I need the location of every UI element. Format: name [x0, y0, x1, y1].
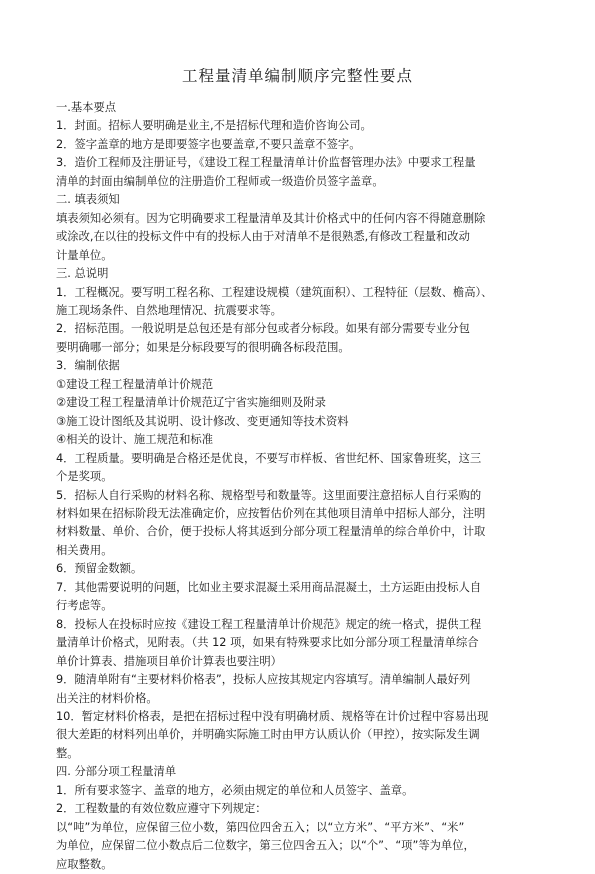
text-line: 量清单计价格式，见附表。（共 12 项，如果有特殊要求比如分部分项工程量清单综合 [56, 636, 479, 650]
text-line: 应取整数。 [56, 857, 113, 871]
text-line: 一.基本要点 [56, 101, 117, 114]
text-line: 1．所有要求签字、盖章的地方，必须由规定的单位和人员签字、盖章。 [56, 783, 414, 797]
text-line: 6．预留金数额。 [56, 562, 143, 576]
text-line: ②建设工程工程量清单计价规范辽宁省实施细则及附录 [56, 396, 326, 410]
text-line: 9．随清单附有“主要材料价格表”，投标人应按其规定内容填写。清单编制人最好列 [56, 673, 471, 687]
text-line: 2．签字盖章的地方是即要签字也要盖章,不要只盖章不签字。 [56, 137, 361, 151]
text-line: 5．招标人自行采购的材料名称、规格型号和数量等。这里面要注意招标人自行采购的 [56, 488, 482, 502]
text-line: 要明确哪一部分；如果是分标段要写的很明确各标段范围。 [56, 340, 350, 354]
text-line: 整。 [56, 746, 79, 760]
text-line: 材料如果在招标阶段无法准确定价，应按暂估价列在其他项目清单中招标人部分，注明 [56, 506, 486, 520]
text-line: 清单的封面由编制单位的注册造价工程师或一级造价员签字盖章。 [56, 174, 384, 188]
text-line: 2．招标范围。一般说明是总包还是有部分包或者分标段。如果有部分需要专业分包 [56, 322, 470, 336]
text-line: 为单位，应保留二位小数点后二位数字，第三位四舍五入；以“个”、“项”等为单位， [56, 839, 475, 853]
text-line: ③施工设计图纸及其说明、设计修改、变更通知等技术资料 [56, 414, 349, 428]
text-line: 或涂改,在以往的投标文件中有的投标人由于对清单不是很熟悉,有修改工程量和改动 [56, 230, 470, 244]
text-line: 行考虑等。 [56, 599, 113, 613]
text-line: ④相关的设计、施工规范和标准 [56, 433, 213, 447]
text-line: 施工现场条件、自然地理情况、抗震要求等。 [56, 303, 282, 317]
text-line: 二. 填表须知 [56, 193, 120, 207]
text-line: 相关费用。 [56, 543, 113, 557]
text-line: 单价计算表、措施项目单价计算表也要注明） [56, 654, 282, 668]
document-body [56, 99, 540, 874]
text-line: 出关注的材料价格。 [56, 691, 158, 705]
text-line: 2．工程数量的有效位数应遵守下列规定： [56, 802, 267, 816]
text-line: 4．工程质量。要明确是合格还是优良，不要写市样板、省世纪杯、国家鲁班奖，这三 [56, 451, 482, 465]
text-line: 个是奖项。 [56, 470, 113, 484]
text-line: 三. 总说明 [56, 267, 109, 281]
text-line: 3．编制依据 [56, 359, 120, 373]
text-line: 计量单位。 [56, 248, 113, 262]
text-line: 3．造价工程师及注册证号，《建设工程工程量清单计价监督管理办法》中要求工程量 [56, 156, 476, 170]
text-line: 材料数量、单价、合价，便于投标人将其返到分部分项工程量清单的综合单价中，计取 [56, 525, 486, 539]
text-line: 8．投标人在投标时应按《建设工程工程量清单计价规范》规定的统一格式，提供工程 [56, 617, 482, 631]
text-line: 1．工程概况。要写明工程名称、工程建设规模（建筑面积）、工程特征（层数、檐高）、 [56, 285, 493, 299]
page-title: 工程量清单编制顺序完整性要点 [181, 67, 413, 85]
text-line: 7．其他需要说明的问题，比如业主要求混凝土采用商品混凝土，土方运距由投标人自 [56, 580, 482, 594]
text-line: 1．封面。招标人要明确是业主,不是招标代理和造价咨询公司。 [56, 119, 372, 133]
text-line: ①建设工程工程量清单计价规范 [56, 377, 213, 391]
text-line: 很大差距的材料列出单价，并明确实际施工时由甲方认质认价（甲控），按实际发生调 [56, 728, 480, 742]
text-line: 以“吨”为单位，应保留三位小数，第四位四舍五入；以“立方米”、“平方米”、“米” [56, 820, 465, 834]
text-line: 四. 分部分项工程量清单 [56, 765, 177, 779]
text-line: 10．暂定材料价格表，是把在招标过程中没有明确材质、规格等在计价过程中容易出现 [56, 709, 489, 723]
text-line: 填表须知必须有。因为它明确要求工程量清单及其计价格式中的任何内容不得随意删除 [56, 211, 486, 225]
